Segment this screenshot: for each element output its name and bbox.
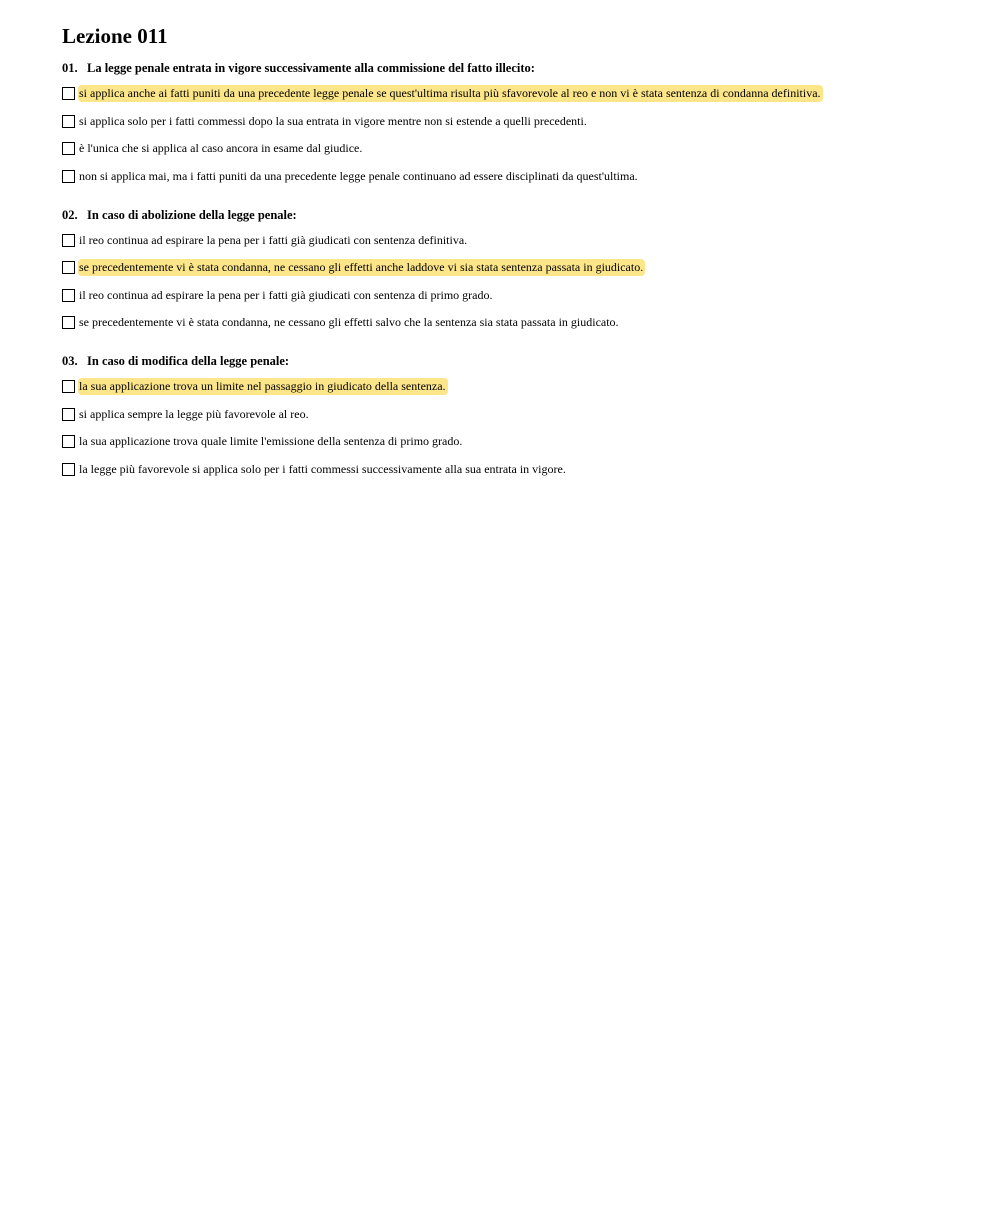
answer-checkbox[interactable] — [62, 408, 75, 421]
answer-option — [62, 287, 962, 304]
question-03 — [62, 353, 962, 478]
answer-checkbox[interactable] — [62, 261, 75, 274]
answer-text: non si applica mai, ma i fatti puniti da una precedente legge penale continuano ad essere disciplinati da quest'ultima. — [79, 168, 638, 183]
answer-text: se precedentemente vi è stata condanna, ne cessano gli effetti anche laddove vi sia stata sentenza passata in giudicato. — [79, 260, 644, 274]
answer-option — [62, 140, 962, 157]
answer-option — [62, 259, 962, 276]
answer-option — [62, 85, 962, 102]
answer-checkbox[interactable] — [62, 380, 75, 393]
question-text: In caso di abolizione della legge penale: — [87, 207, 297, 222]
page-title: Lezione 011 — [62, 24, 168, 48]
answer-checkbox[interactable] — [62, 170, 75, 183]
answer-checkbox[interactable] — [62, 115, 75, 128]
document-page — [62, 22, 962, 488]
answer-text: si applica solo per i fatti commessi dopo la sua entrata in vigore mentre non si estende a quelli precedenti. — [79, 113, 587, 128]
answer-checkbox[interactable] — [62, 87, 75, 100]
question-01 — [62, 60, 962, 185]
answer-checkbox[interactable] — [62, 316, 75, 329]
question-02 — [62, 207, 962, 332]
answer-option — [62, 113, 962, 130]
answer-text: si applica anche ai fatti puniti da una precedente legge penale se quest'ultima risulta più sfavorevole al reo e non vi è stata sentenza di condanna definitiva. — [79, 86, 821, 100]
answer-option — [62, 232, 962, 249]
answer-checkbox[interactable] — [62, 289, 75, 302]
answer-option — [62, 378, 962, 395]
question-text: In caso di modifica della legge penale: — [87, 354, 290, 368]
answer-text: è l'unica che si applica al caso ancora in esame dal giudice. — [79, 141, 363, 155]
answer-text: si applica sempre la legge più favorevole al reo. — [79, 406, 309, 421]
question-text: La legge penale entrata in vigore successivamente alla commissione del fatto illecito: — [87, 61, 535, 75]
question-heading — [62, 353, 962, 369]
answer-checkbox[interactable] — [62, 435, 75, 448]
question-number: 03. — [62, 354, 78, 368]
answer-option — [62, 461, 962, 478]
answer-option — [62, 433, 962, 450]
question-heading — [62, 207, 962, 223]
answer-checkbox[interactable] — [62, 142, 75, 155]
answer-option — [62, 314, 962, 331]
question-number: 02. — [62, 207, 78, 222]
question-number: 01. — [62, 61, 78, 75]
answer-text: il reo continua ad espirare la pena per i fatti già giudicati con sentenza definitiva. — [79, 232, 468, 247]
answer-text: la sua applicazione trova un limite nel passaggio in giudicato della sentenza. — [79, 379, 446, 393]
answer-text: se precedentemente vi è stata condanna, ne cessano gli effetti salvo che la sentenza sia stata passata in giudicato. — [79, 315, 619, 329]
answer-checkbox[interactable] — [62, 234, 75, 247]
answer-text: la sua applicazione trova quale limite l'emissione della sentenza di primo grado. — [79, 434, 463, 448]
answer-option — [62, 168, 962, 185]
answer-text: il reo continua ad espirare la pena per i fatti già giudicati con sentenza di primo grado. — [79, 287, 493, 302]
answer-text: la legge più favorevole si applica solo per i fatti commessi successivamente alla sua entrata in vigore. — [79, 461, 566, 476]
question-heading — [62, 60, 962, 76]
answer-option — [62, 406, 962, 423]
answer-checkbox[interactable] — [62, 463, 75, 476]
